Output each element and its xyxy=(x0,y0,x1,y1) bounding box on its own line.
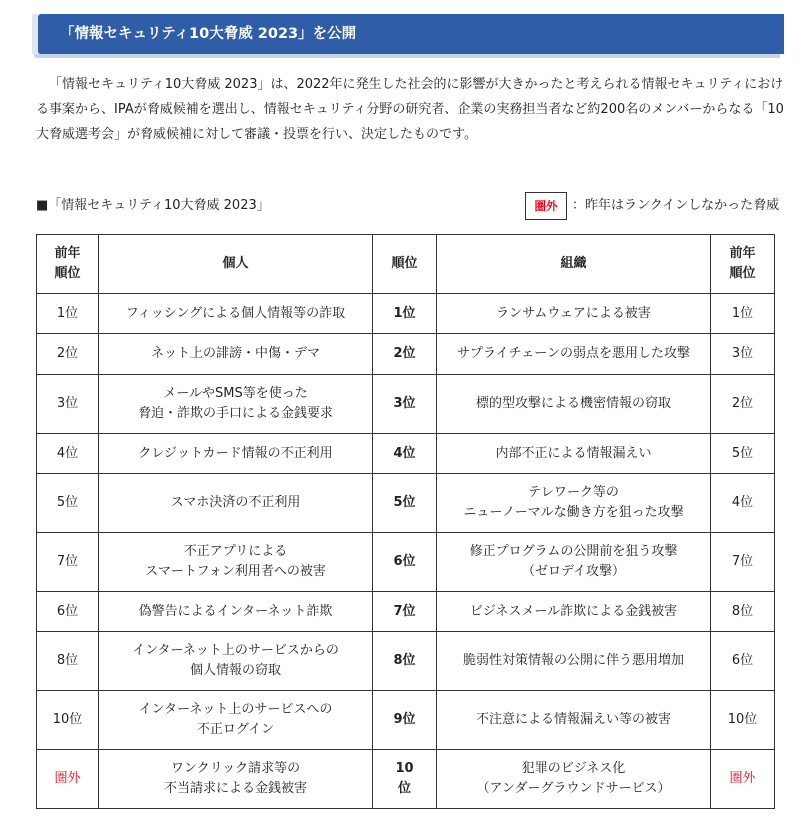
prev-rank-organization-cell xyxy=(711,691,775,750)
organization-threat-text: 内部不正による情報漏えい xyxy=(495,445,652,461)
prev-rank-organization-text: 7位 xyxy=(731,554,754,569)
personal-threat-text: フィッシングによる個人情報等の詐取 xyxy=(125,305,346,321)
list-title: ■「情報セキュリティ10大脅威 2023」 xyxy=(36,198,270,213)
personal-threat-text: 不当請求による金銭被害 xyxy=(163,781,307,796)
prev-rank-organization-cell xyxy=(711,334,775,375)
personal-threat-text: 個人情報の窃取 xyxy=(189,663,281,678)
prev-rank-personal-text: 6位 xyxy=(56,603,79,619)
prev-rank-personal-cell xyxy=(37,334,99,375)
rank-text: 8位 xyxy=(393,653,416,668)
personal-threat-cell xyxy=(99,334,373,375)
organization-threat-text: 修正プログラムの公開前を狙う攻撃 xyxy=(469,544,678,559)
rank-text: 4位 xyxy=(393,445,416,461)
personal-threat-cell xyxy=(99,434,373,474)
rank-cell xyxy=(373,294,437,334)
intro-paragraph: 「情報セキュリティ10大脅威 2023」は、2022年に発生した社会的に影響が大きかったと考えられる情報セキュリティにおける事案から、IPAが脅威候補を選出し、情報セキュリティ分野の研究者、企業の実務担当者など約200名のメンバーからなる「10大脅威選考会」が脅威候補に対して審議・投票を行い、決定したものです。 xyxy=(36,77,784,142)
rank-text: 6位 xyxy=(393,554,416,569)
header-personal: 個人 xyxy=(99,235,373,294)
personal-threat-text: ワンクリック請求等の xyxy=(170,761,301,776)
prev-rank-personal-cell xyxy=(37,691,99,750)
personal-threat-cell xyxy=(99,533,373,592)
prev-rank-organization-cell xyxy=(711,533,775,592)
prev-rank-personal-text: 10位 xyxy=(52,712,83,727)
prev-rank-personal-text: 1位 xyxy=(56,305,79,321)
prev-rank-organization-text: 3位 xyxy=(731,346,754,361)
table-row xyxy=(37,691,775,750)
personal-threat-text: クレジットカード情報の不正利用 xyxy=(138,445,333,461)
prev-rank-organization-cell xyxy=(711,375,775,434)
table-row xyxy=(37,750,775,809)
rank-text: 3位 xyxy=(393,396,416,411)
organization-threat-cell xyxy=(437,474,711,533)
rank-cell xyxy=(373,592,437,632)
organization-threat-text: ランサムウェアによる被害 xyxy=(496,305,651,321)
prev-rank-personal-text: 2位 xyxy=(56,346,79,361)
organization-threat-text: （ゼロデイ攻撃） xyxy=(521,564,626,579)
personal-threat-text: 脅迫・詐欺の手口による金銭要求 xyxy=(137,406,333,421)
organization-threat-text: 犯罪のビジネス化 xyxy=(521,761,626,776)
personal-threat-text: 不正ログイン xyxy=(196,722,275,737)
rank-cell xyxy=(373,434,437,474)
personal-threat-text: 偽警告によるインターネット詐欺 xyxy=(138,603,333,619)
organization-threat-cell xyxy=(437,750,711,809)
prev-rank-personal-cell xyxy=(37,533,99,592)
organization-threat-cell xyxy=(437,632,711,691)
organization-threat-cell xyxy=(437,434,711,474)
organization-threat-text: 脆弱性対策情報の公開に伴う悪用増加 xyxy=(462,653,684,668)
prev-rank-organization-cell xyxy=(711,474,775,533)
table-row xyxy=(37,375,775,434)
prev-rank-personal-cell xyxy=(37,294,99,334)
prev-rank-personal-cell xyxy=(37,592,99,632)
header-rank: 順位 xyxy=(373,235,437,294)
prev-rank-personal-cell xyxy=(37,750,99,809)
header-organization: 組織 xyxy=(437,235,711,294)
personal-threat-text: スマホ決済の不正利用 xyxy=(170,495,301,510)
rank-text: 1位 xyxy=(393,305,416,321)
prev-rank-organization-text: 4位 xyxy=(731,495,754,510)
header-prev-rank-organization: 前年 順位 xyxy=(711,235,775,294)
threat-ranking-table xyxy=(36,234,775,809)
rank-cell xyxy=(373,750,437,809)
page-title: 「情報セキュリティ10大脅威 2023」を公開 xyxy=(60,26,357,42)
prev-rank-personal-text: 圏外 xyxy=(54,771,81,786)
prev-rank-organization-text: 6位 xyxy=(731,653,754,668)
rank-cell xyxy=(373,375,437,434)
personal-threat-cell xyxy=(99,375,373,434)
rank-cell xyxy=(373,533,437,592)
organization-threat-text: 不注意による情報漏えい等の被害 xyxy=(475,712,671,727)
table-row xyxy=(37,294,775,334)
prev-rank-organization-cell xyxy=(711,434,775,474)
legend-description: ：昨年はランクインしなかった脅威 xyxy=(572,198,780,213)
prev-rank-personal-text: 8位 xyxy=(56,653,79,668)
prev-rank-personal-text: 5位 xyxy=(56,495,79,510)
rank-text: 5位 xyxy=(393,495,416,510)
personal-threat-text: 不正アプリによる xyxy=(183,544,288,559)
personal-threat-text: ネット上の誹謗・中傷・デマ xyxy=(150,346,320,361)
prev-rank-organization-text: 8位 xyxy=(731,603,754,619)
personal-threat-cell xyxy=(99,474,373,533)
rank-text: 2位 xyxy=(393,346,416,361)
prev-rank-personal-text: 3位 xyxy=(56,396,79,411)
rank-cell xyxy=(373,632,437,691)
rank-text: 7位 xyxy=(393,603,416,619)
table-row xyxy=(37,334,775,375)
rank-cell xyxy=(373,334,437,375)
prev-rank-personal-cell xyxy=(37,375,99,434)
rank-text: 位 xyxy=(397,781,411,796)
table-header-row xyxy=(37,235,775,294)
prev-rank-organization-text: 2位 xyxy=(731,396,754,411)
prev-rank-personal-cell xyxy=(37,474,99,533)
organization-threat-cell xyxy=(437,334,711,375)
personal-threat-text: スマートフォン利用者への被害 xyxy=(145,564,326,579)
personal-threat-text: メールやSMS等を使った xyxy=(163,386,308,401)
personal-threat-cell xyxy=(99,592,373,632)
table-row xyxy=(37,533,775,592)
organization-threat-text: ニューノーマルな働き方を狙った攻撃 xyxy=(463,505,684,520)
legend-out-of-rank-badge: 圏外 xyxy=(525,192,567,220)
organization-threat-cell xyxy=(437,294,711,334)
rank-text: 9位 xyxy=(393,712,416,727)
prev-rank-organization-text: 1位 xyxy=(731,305,754,321)
personal-threat-text: インターネット上のサービスへの xyxy=(138,702,333,717)
organization-threat-text: サプライチェーンの弱点を悪用した攻撃 xyxy=(457,346,690,361)
table-row xyxy=(37,434,775,474)
rank-cell xyxy=(373,691,437,750)
organization-threat-cell xyxy=(437,375,711,434)
page-title-banner xyxy=(38,14,784,54)
rank-cell xyxy=(373,474,437,533)
prev-rank-organization-cell xyxy=(711,592,775,632)
table-row xyxy=(37,632,775,691)
prev-rank-organization-cell xyxy=(711,294,775,334)
rank-text: 10 xyxy=(395,761,414,776)
organization-threat-cell xyxy=(437,691,711,750)
prev-rank-personal-cell xyxy=(37,632,99,691)
personal-threat-cell xyxy=(99,691,373,750)
header-prev-rank-personal: 前年 順位 xyxy=(37,235,99,294)
personal-threat-text: インターネット上のサービスからの xyxy=(132,643,339,658)
prev-rank-organization-text: 10位 xyxy=(727,712,758,727)
prev-rank-organization-cell xyxy=(711,632,775,691)
personal-threat-cell xyxy=(99,750,373,809)
prev-rank-organization-text: 5位 xyxy=(731,445,754,461)
prev-rank-organization-text: 圏外 xyxy=(729,771,756,786)
personal-threat-cell xyxy=(99,632,373,691)
organization-threat-text: ビジネスメール詐欺による金銭被害 xyxy=(469,603,678,619)
prev-rank-personal-text: 4位 xyxy=(56,445,79,461)
organization-threat-text: 標的型攻撃による機密情報の窃取 xyxy=(475,396,671,411)
prev-rank-organization-cell xyxy=(711,750,775,809)
table-row xyxy=(37,592,775,632)
organization-threat-text: テレワーク等の xyxy=(528,485,619,500)
personal-threat-cell xyxy=(99,294,373,334)
prev-rank-personal-cell xyxy=(37,434,99,474)
organization-threat-text: （アンダーグラウンドサービス） xyxy=(476,781,671,796)
prev-rank-personal-text: 7位 xyxy=(56,554,79,569)
organization-threat-cell xyxy=(437,592,711,632)
organization-threat-cell xyxy=(437,533,711,592)
table-row xyxy=(37,474,775,533)
